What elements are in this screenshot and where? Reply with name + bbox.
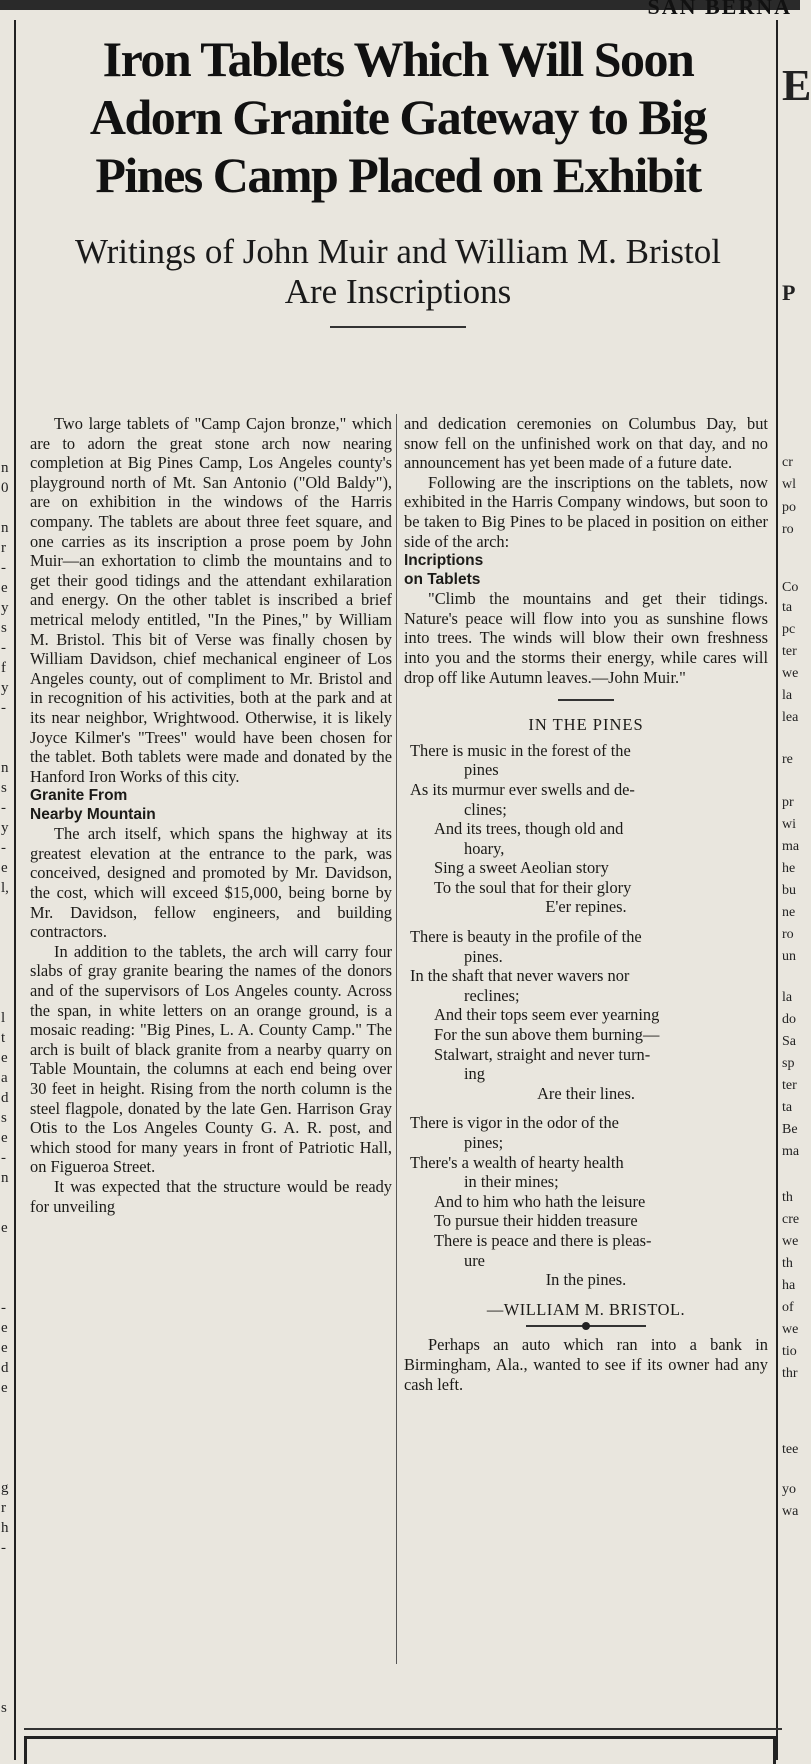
poem-line: pines. [464,946,503,966]
poem-line: pines; [464,1133,504,1152]
edge-fragment: ta [782,600,793,615]
edge-fragment: we [782,1322,799,1337]
edge-fragment: la [782,688,793,703]
poem-line: To the soul that for their glory [434,877,632,897]
edge-fragment: cr [782,455,793,470]
edge-fragment: e [1,1130,8,1146]
edge-fragment: sp [782,1056,795,1071]
edge-fragment: of [782,1300,794,1315]
filler-paragraph: Perhaps an auto which ran into a bank in Birmingham, Ala., wanted to see if its owner had any cash left. [404,1335,768,1394]
poem-line: And to him who hath the leisure [434,1191,646,1211]
poem-line: ing [464,1064,485,1084]
edge-fragment: s [1,780,7,796]
column-2 [404,414,768,1394]
poem-line: reclines; [464,985,520,1005]
section-subhead: Granite From [30,787,128,805]
poem [404,741,768,1290]
edge-fragment: wa [782,1504,799,1519]
poem-stanza [404,927,768,1103]
edge-fragment: - [1,640,6,656]
edge-fragment: po [782,500,796,515]
poem-line: E'er repines. [545,897,627,917]
edge-fragment: 0 [1,480,9,496]
edge-fragment: lea [782,710,799,725]
edge-fragment: e [1,580,8,596]
edge-fragment: yo [782,1482,796,1497]
edge-fragment: e [1,1340,8,1356]
muir-inscription: "Climb the mountains and get their tidings. Nature's peace will flow into you as sunshine flows into trees. The winds will blow their own freshness into you and the storms their energy, while cares will drop off like Autumn leaves.—John Muir." [404,589,768,687]
poem-line: clines; [464,799,507,819]
edge-fragment: ter [782,1078,797,1093]
edge-fragment: - [1,1300,6,1316]
edge-fragment: e [1,860,8,876]
edge-fragment: Sa [782,1034,796,1049]
edge-fragment: ro [782,522,794,537]
poem-line: in their mines; [464,1172,559,1192]
edge-fragment: do [782,1012,796,1027]
edge-fragment: r [1,540,6,556]
edge-fragment: th [782,1190,793,1205]
edge-fragment: cre [782,1212,800,1227]
edge-fragment: s [1,620,7,636]
left-column-fragment [0,0,14,1764]
edge-fragment: tee [782,1442,799,1457]
edge-fragment: f [1,660,6,676]
edge-fragment: wl [782,477,796,492]
edge-fragment: ma [782,839,800,854]
section-subhead: on Tablets [404,571,481,589]
poem-signature: —WILLIAM M. BRISTOL. [486,1299,686,1319]
poem-line: There is beauty in the profile of the [410,927,642,947]
edge-fragment: n [1,1170,9,1186]
edge-fragment: d [1,1090,9,1106]
edge-fragment: - [1,800,6,816]
poem-line: For the sun above them burning— [434,1025,660,1045]
poem-line: ure [464,1250,485,1270]
edge-fragment: bu [782,883,796,898]
poem-line: Are their lines. [537,1083,635,1103]
poem-line: hoary, [464,838,505,858]
edge-fragment: ta [782,1100,793,1115]
poem-line: Sing a sweet Aeolian story [434,858,609,878]
short-divider [558,699,614,701]
subheadline-line: Are Inscriptions [284,272,512,311]
poem-line: There is vigor in the odor of the [410,1113,619,1133]
edge-fragment: wi [782,817,796,832]
edge-fragment: he [782,861,796,876]
edge-fragment: ma [782,1144,800,1159]
poem-stanza [404,741,768,917]
edge-fragment: P [782,280,796,305]
edge-fragment: re [782,752,793,767]
edge-fragment: a [1,1070,8,1086]
edge-fragment: r [1,1500,6,1516]
poem-line: To pursue their hidden treasure [434,1211,638,1231]
edge-fragment: e [1,1220,8,1236]
poem-line: As its murmur ever swells and de- [410,779,635,799]
body-paragraph: It was expected that the structure would be ready for unveiling [30,1176,392,1216]
edge-fragment: s [1,1110,7,1126]
masthead-fragment: SAN BERNA [647,0,792,19]
edge-fragment: ro [782,927,794,942]
edge-fragment: Be [782,1122,798,1137]
subheadline [22,232,774,312]
ornament-divider [526,1325,646,1327]
headline-divider [330,326,466,328]
column-divider [396,414,397,1664]
poem-line: There is peace and there is pleas- [434,1230,652,1250]
edge-fragment: l, [1,880,9,896]
edge-fragment: E [782,61,811,110]
edge-fragment: h [1,1520,9,1536]
edge-fragment: - [1,1150,6,1166]
edge-fragment: e [1,1380,8,1396]
body-paragraph: and dedication ceremonies on Columbus Day, but snow fell on the unfinished work on that day, and no announcement has yet been made of a future date. [404,414,768,473]
edge-fragment: ne [782,905,796,920]
edge-fragment: ha [782,1278,796,1293]
poem-line: And their tops seem ever yearning [434,1005,660,1025]
left-column-rule [14,20,16,1760]
edge-fragment: thr [782,1366,798,1381]
headline-line: Adorn Granite Gateway to Big [89,89,707,145]
body-paragraph: Following are the inscriptions on the tablets, now exhibited in the Harris Company windows, but soon to be taken to Big Pines to be placed in position on either side of the arch: [404,472,768,551]
edge-fragment: we [782,1234,799,1249]
poem-line: In the shaft that never wavers nor [410,966,630,986]
edge-fragment: d [1,1360,9,1376]
edge-fragment: - [1,700,6,716]
poem-line: pines [464,760,499,780]
edge-fragment: y [1,680,9,696]
body-paragraph: In addition to the tablets, the arch will carry four slabs of gray granite bearing the names of the donors and of the supervisors of Los Angeles county. Across the span, in white letters on an orange ground, is a mosaic reading: "Big Pines, L. A. County Camp." The arch is built of black granite from a nearby quarry on Table Mountain, the columns at each end being over 30 feet in height. Rising from the north column is the steel flagpole, donated by the late Gen. Harrison Gray Otis to the Los Angeles County G. A. R. post, and which stood for many years in front of Patriotic Hall, on Figueroa Street. [30,941,392,1177]
poem-stanza [404,1113,768,1289]
section-subhead: Nearby Mountain [30,806,156,824]
edge-fragment: n [1,760,9,776]
edge-fragment: s [1,1700,7,1716]
edge-fragment: la [782,990,793,1005]
edge-fragment: n [1,520,9,536]
edge-fragment: th [782,1256,793,1271]
subheadline-line: Writings of John Muir and William M. Bristol [75,232,721,271]
headline-line: Pines Camp Placed on Exhibit [95,147,701,203]
edge-fragment: n [1,460,9,476]
right-column-fragment [782,0,811,1764]
poem-title: IN THE PINES [528,715,644,735]
edge-fragment: g [1,1480,9,1496]
headline-line: Iron Tablets Which Will Soon [102,31,694,87]
article [22,30,774,1394]
edge-fragment: l [1,1010,6,1026]
poem-line: And its trees, though old and [434,819,624,839]
section-subhead: Incriptions [404,552,484,570]
edge-fragment: t [1,1030,6,1046]
headline [22,30,774,204]
column-1 [22,414,392,1216]
edge-fragment: tio [782,1344,797,1359]
poem-line: There is music in the forest of the [410,740,631,760]
edge-fragment: ter [782,644,797,659]
edge-fragment: pc [782,622,796,637]
edge-fragment: Co [782,580,799,595]
poem-line: In the pines. [545,1270,627,1290]
body-paragraph: Two large tablets of "Camp Cajon bronze," which are to adorn the great stone arch now nearing completion at Big Pines Camp, Los Angeles county's playground north of Mt. San Antonio ("Old Baldy"), are on exhibition in the windows of the Harris company. The tablets are about three feet square, and one carries as its inscription a prose poem by John Muir—an exhortation to climb the mountains and to get their good tidings and the attendant exhilaration and energy. On the other tablet is inscribed a brief metrical melody entitled, "In the Pines," by William M. Bristol. This bit of Verse was finally chosen by William Davidson, chief mechanical engineer of Los Angeles county, out of compliment to Mr. Bristol and in recognition of his activities, both at the park and at its near neighbor, Wrightwood. Otherwise, it is likely Joyce Kilmer's "Trees" would have been chosen for the tablet. Both tablets were made and donated by the Hanford Iron Works of this city. [30,414,392,786]
edge-fragment: y [1,820,9,836]
edge-fragment: e [1,1050,8,1066]
edge-fragment: un [782,949,796,964]
edge-fragment: y [1,600,9,616]
bottom-rule [24,1728,782,1730]
body-paragraph: The arch itself, which spans the highway at its greatest elevation at the entrance to the park, was conceived, designed and promoted by Mr. Davidson, the cost, which will exceed $15,000, being borne by Mr. Davidson, fellow engineers, and building contractors. [30,824,392,942]
edge-fragment: pr [782,795,794,810]
edge-fragment: e [1,1320,8,1336]
edge-fragment: - [1,1540,6,1556]
poem-line: Stalwart, straight and never turn- [434,1044,651,1064]
edge-fragment: we [782,666,799,681]
poem-line: There's a wealth of hearty health [410,1152,624,1172]
next-article-box [24,1736,776,1764]
edge-fragment: - [1,840,6,856]
right-column-rule [776,20,778,1760]
edge-fragment: - [1,560,6,576]
